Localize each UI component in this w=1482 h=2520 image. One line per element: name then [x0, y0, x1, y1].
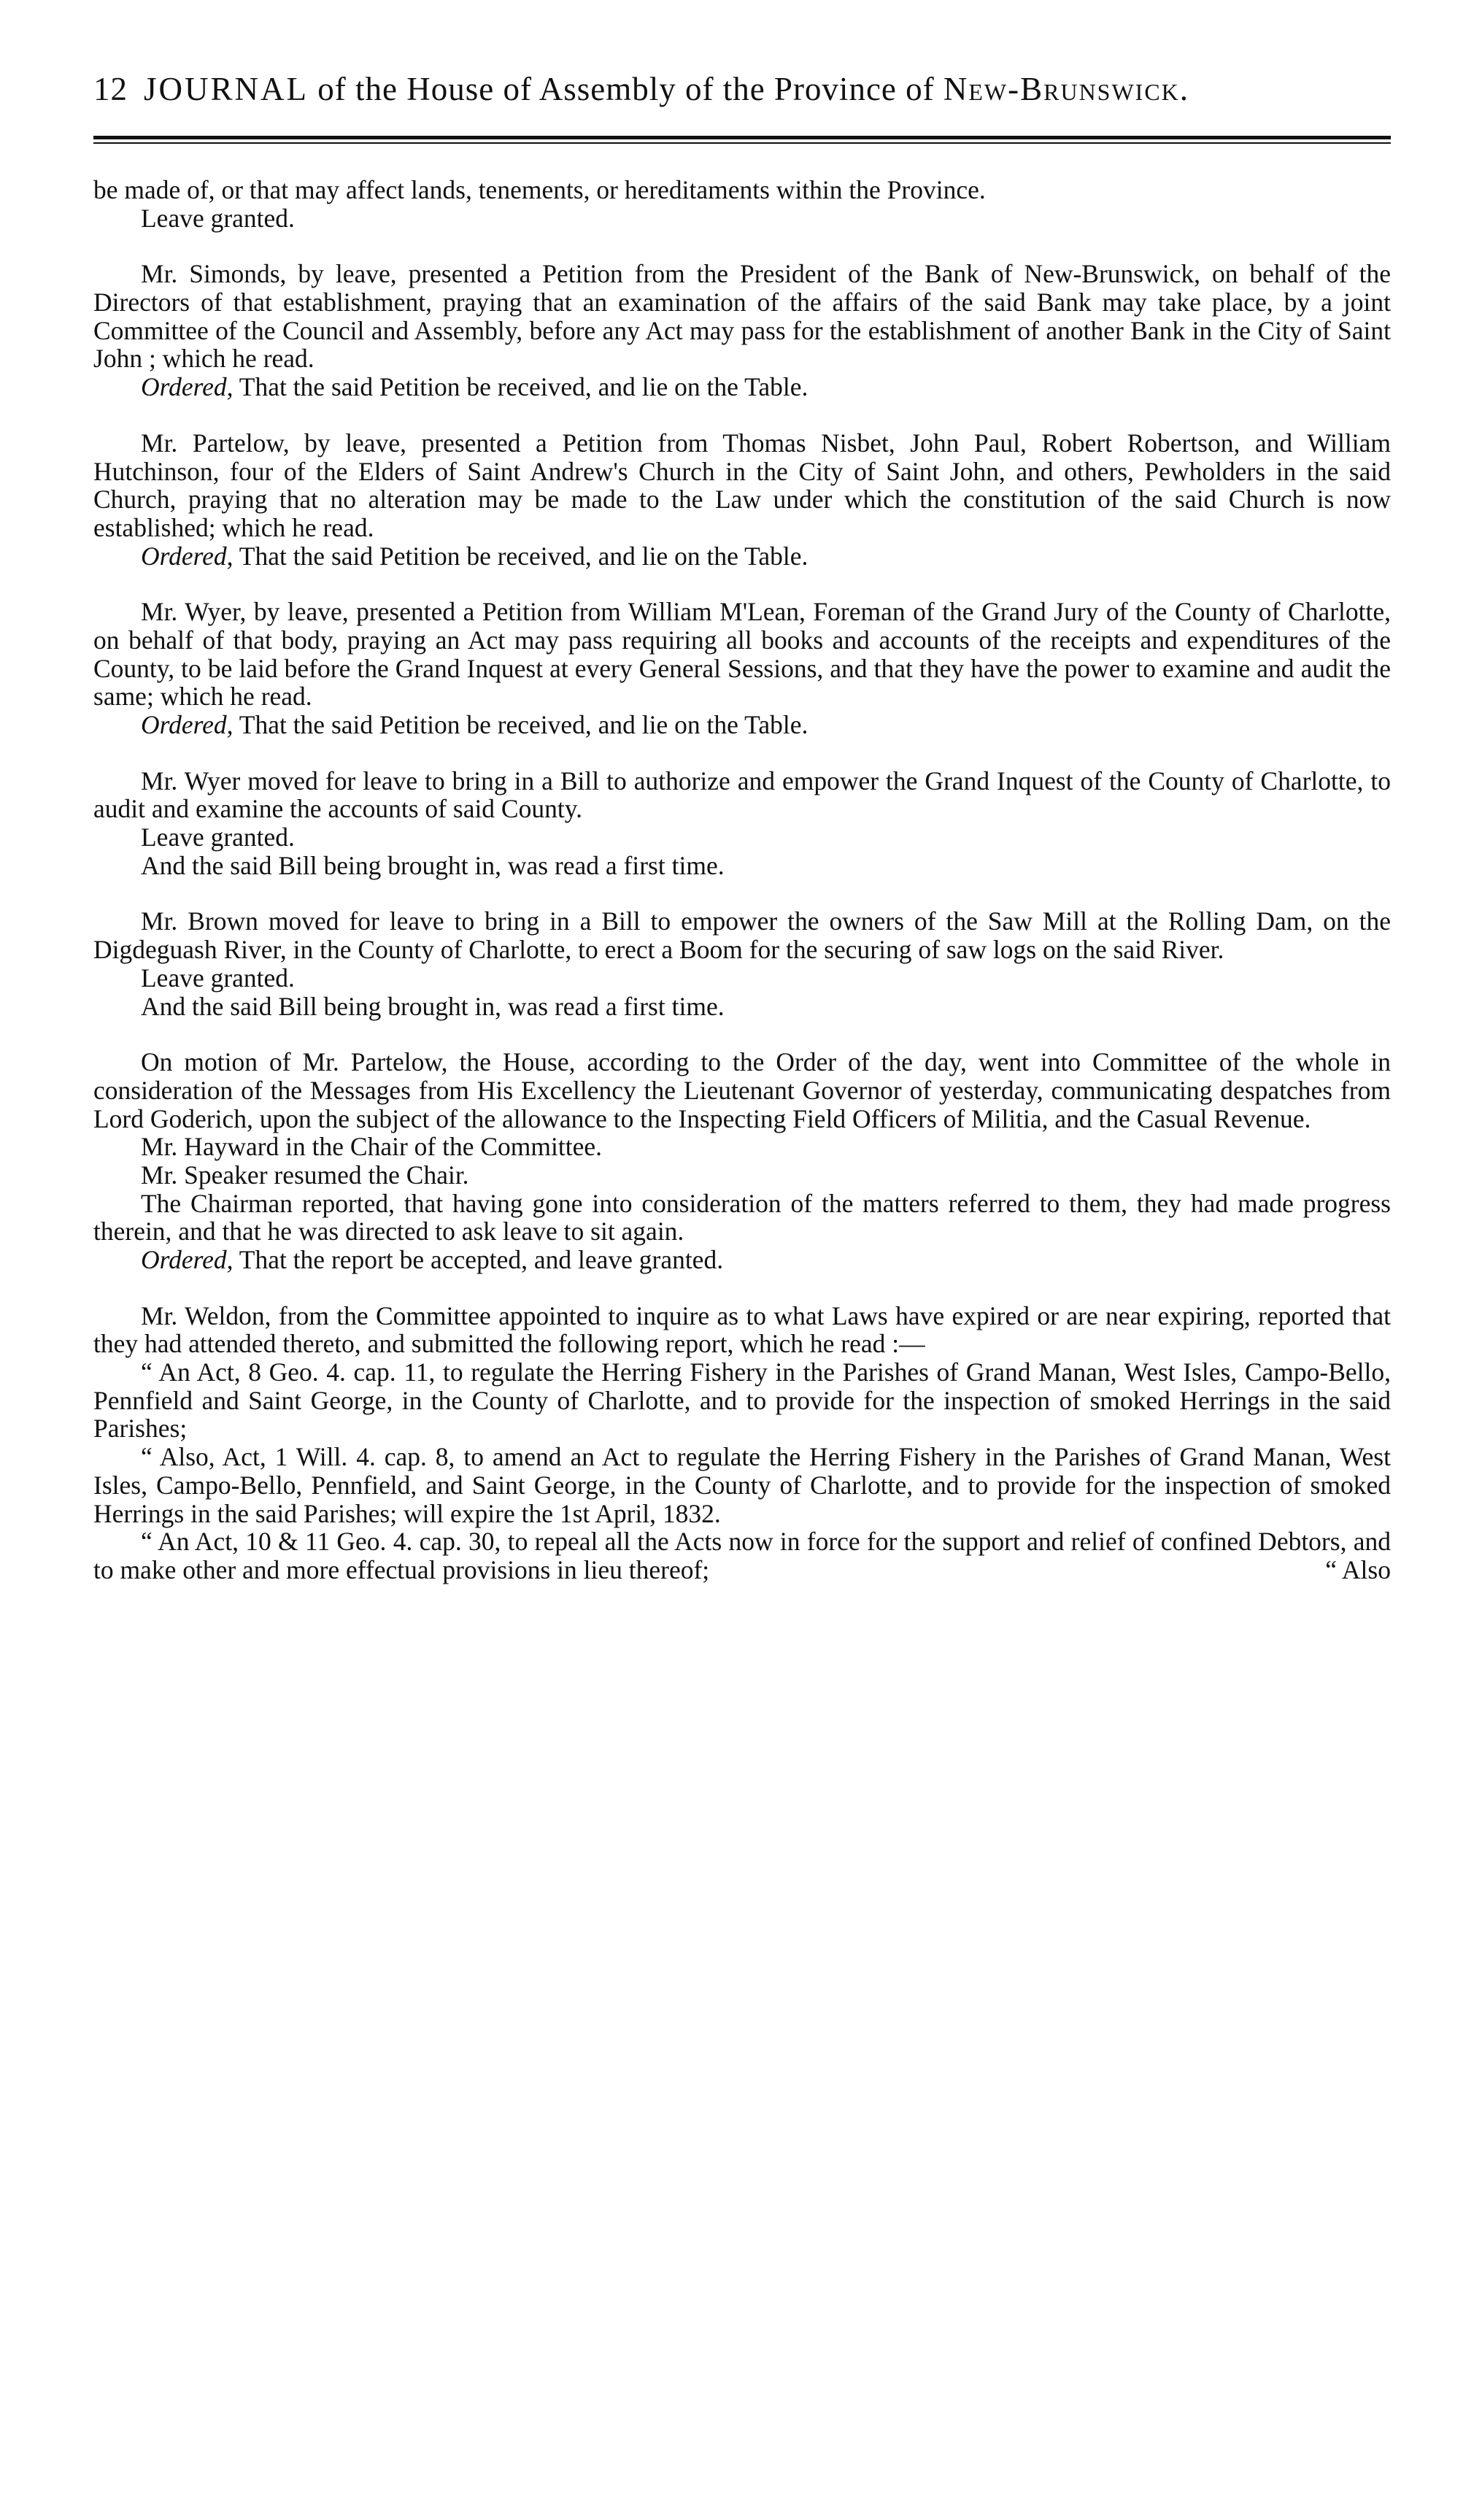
entry-line — [93, 1190, 1391, 1246]
entry-text: And the said Bill being brought in, was read a first time. — [141, 991, 725, 1021]
entry-line — [93, 176, 1391, 204]
ordered-label: Ordered, — [141, 372, 234, 402]
entry-line — [93, 1048, 1391, 1133]
entry-line — [93, 823, 1391, 852]
entry-line — [93, 204, 1391, 233]
entry-line — [93, 1358, 1391, 1443]
journal-entry — [93, 1302, 1391, 1584]
province-name: New-Brunswick. — [943, 71, 1190, 107]
entry-line — [93, 711, 1391, 739]
entry-text: “ An Act, 8 Geo. 4. cap. 11, to regulate the Herring Fishery in the Parishes of Grand Manan, West Isles, Campo-Bello, Pennfield and Saint George, in the County of Charlotte, and to provide for the inspection of smoked Herrings in the said Parishes; — [93, 1357, 1391, 1444]
entry-text: Mr. Speaker resumed the Chair. — [141, 1160, 469, 1190]
journal-entry — [93, 1048, 1391, 1274]
entry-text: That the report be accepted, and leave granted. — [233, 1245, 724, 1274]
ordered-label: Ordered, — [141, 541, 234, 571]
entry-line — [93, 429, 1391, 542]
entry-line — [93, 1161, 1391, 1190]
ordered-label: Ordered, — [141, 710, 234, 739]
journal-entry — [93, 767, 1391, 880]
entry-text: That the said Petition be received, and lie on the Table. — [233, 710, 808, 739]
entry-line — [93, 1443, 1391, 1527]
journal-body — [93, 176, 1391, 1584]
entry-text: Mr. Wyer, by leave, presented a Petition from William M'Lean, Foreman of the Grand Jury of the County of Charlotte, on behalf of that body, praying an Act may pass requiring all books and accounts of the receipts and expenditures of the County, to be laid before the Grand Inquest at every General Sessions, and that they have the power to examine and audit the same; which he read. — [93, 597, 1391, 712]
entry-line — [93, 993, 1391, 1021]
entry-text: Leave granted. — [141, 963, 295, 993]
entry-text: And the said Bill being brought in, was read a first time. — [141, 850, 725, 880]
running-header — [93, 73, 1391, 117]
entry-text: Mr. Hayward in the Chair of the Committee. — [141, 1132, 602, 1162]
entry-text: On motion of Mr. Partelow, the House, according to the Order of the day, went into Committee of the whole in consideration of the Messages from His Excellency the Lieutenant Governor of yesterday, communicating despatches from Lord Goderich, upon the subject of the allowance to the Inspecting Field Officers of Militia, and the Casual Revenue. — [93, 1047, 1391, 1133]
journal-page — [93, 73, 1391, 1612]
entry-text: Mr. Wyer moved for leave to bring in a Bill to authorize and empower the Grand Inquest of the County of Charlotte, to audit and examine the accounts of said County. — [93, 766, 1391, 824]
entry-text: “ An Act, 10 & 11 Geo. 4. cap. 30, to repeal all the Acts now in force for the support and relief of confined Debtors, and to make other and more effectual provisions in lieu thereof; — [93, 1527, 1391, 1584]
ordered-label: Ordered, — [141, 1245, 234, 1274]
page-number: 12 — [93, 71, 128, 107]
entry-line — [93, 598, 1391, 711]
catchword: “ Also — [1325, 1554, 1391, 1584]
journal-entry — [93, 598, 1391, 739]
entry-text: Mr. Partelow, by leave, presented a Petition from Thomas Nisbet, John Paul, Robert Robertson, and William Hutchinson, four of the Elders of Saint Andrew's Church in the City of Saint John, and others, Pewholders in the said Church, praying that no alteration may be made to the Law under which the constitution of the said Church is now established; which he read. — [93, 428, 1391, 542]
journal-title: JOURNAL — [144, 71, 309, 107]
entry-line — [93, 1527, 1391, 1584]
entry-text: Leave granted. — [141, 203, 295, 233]
entry-text: Mr. Simonds, by leave, presented a Petition from the President of the Bank of New-Brunswick, on behalf of the Directors of that establishment, praying that an examination of the affairs of the said Bank may take place, by a joint Committee of the Council and Assembly, before any Act may pass for the establishment of another Bank in the City of Saint John ; which he read. — [93, 259, 1391, 374]
journal-entry — [93, 429, 1391, 570]
entry-line — [93, 373, 1391, 401]
entry-line — [93, 1133, 1391, 1161]
journal-entry — [93, 260, 1391, 401]
entry-text: Mr. Brown moved for leave to bring in a Bill to empower the owners of the Saw Mill at the Rolling Dam, on the Digdeguash River, in the County of Charlotte, to erect a Boom for the securing of saw logs on the said River. — [93, 906, 1391, 965]
journal-entry — [93, 907, 1391, 1020]
entry-line — [93, 767, 1391, 823]
entry-text: The Chairman reported, that having gone into consideration of the matters referred to them, they had made progress therein, and that he was directed to ask leave to sit again. — [93, 1188, 1391, 1246]
entry-text: “ Also, Act, 1 Will. 4. cap. 8, to amend an Act to regulate the Herring Fishery in the Parishes of Grand Manan, West Isles, Campo-Bello, Pennfield, and Saint George, in the County of Charlotte, and to provide for the inspection of smoked Herrings in the said Parishes; will expire the 1st April, 1832. — [93, 1442, 1391, 1528]
entry-line — [93, 542, 1391, 571]
entry-text: That the said Petition be received, and lie on the Table. — [233, 372, 808, 402]
entry-line — [93, 1302, 1391, 1358]
entry-line — [93, 1246, 1391, 1274]
entry-text: Mr. Weldon, from the Committee appointed to inquire as to what Laws have expired or are near expiring, reported that they had attended thereto, and submitted the following report, which he read :— — [93, 1301, 1391, 1359]
entry-text: Leave granted. — [141, 822, 295, 852]
header-rule-thin — [93, 142, 1391, 144]
journal-entry — [93, 176, 1391, 232]
journal-title-rest: of the House of Assembly of the Province of — [309, 71, 943, 107]
entry-text: That the said Petition be received, and lie on the Table. — [233, 541, 808, 571]
entry-text: be made of, or that may affect lands, tenements, or hereditaments within the Province. — [93, 175, 986, 204]
header-rule — [93, 136, 1391, 144]
entry-line — [93, 907, 1391, 963]
entry-line — [93, 852, 1391, 880]
entry-line — [93, 260, 1391, 373]
entry-line — [93, 964, 1391, 993]
